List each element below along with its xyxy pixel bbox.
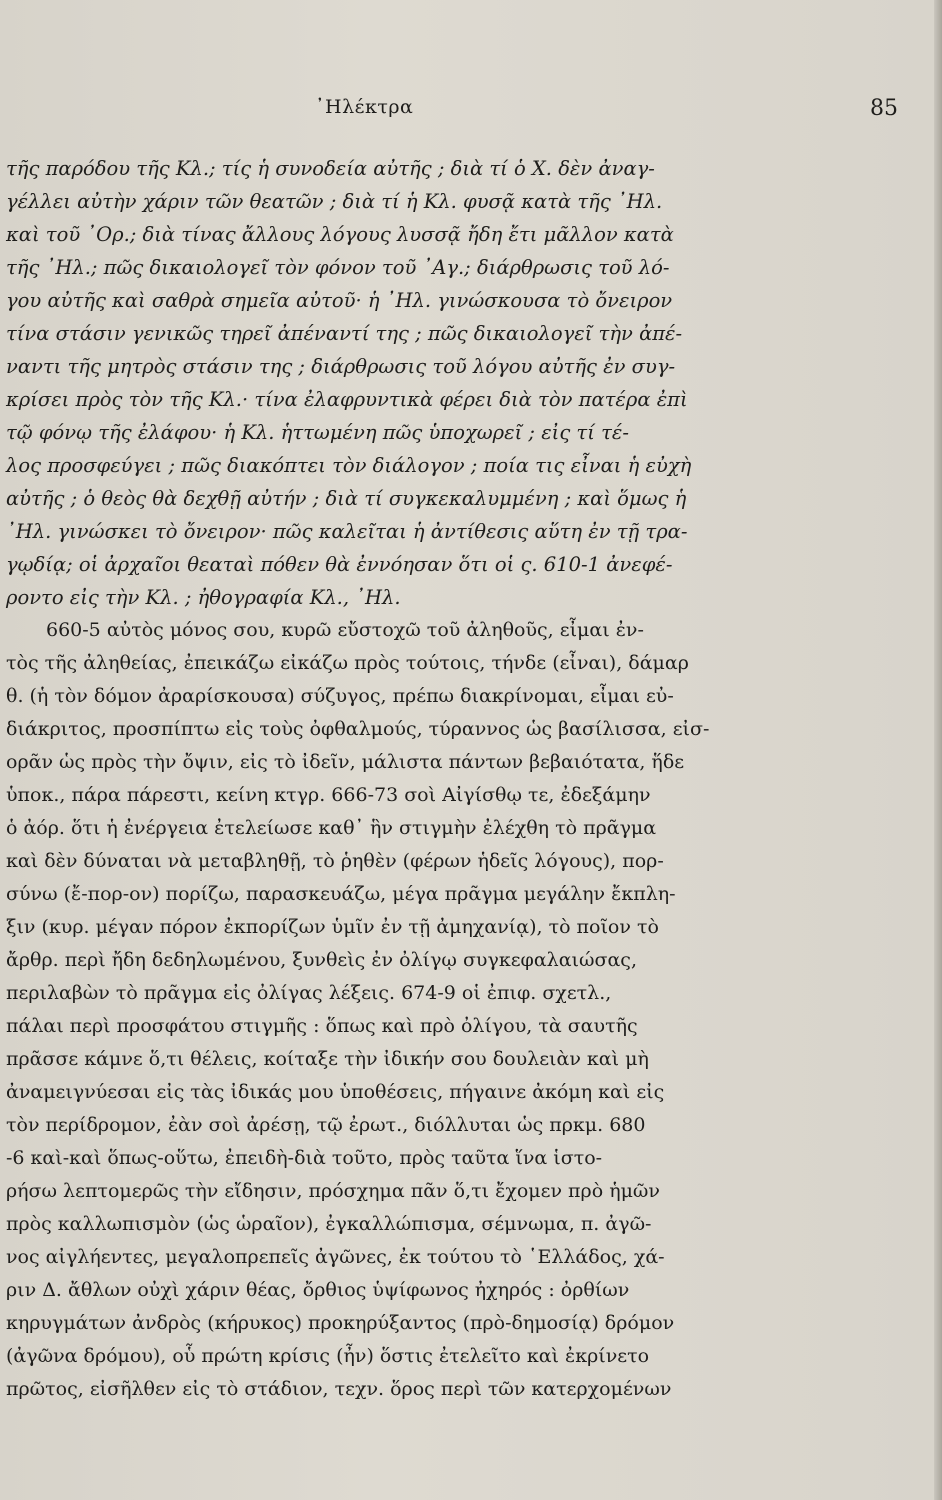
text-line-content: ὁ ἀόρ. ὅτι ἡ ἐνέργεια ἐτελείωσε καθ᾿ ἣν στιγμὴν ἐλέχθη τὸ πρᾶγμα (6, 817, 657, 839)
text-line-content: 660-5 αὐτὸς μόνος σου, κυρῶ εὔστοχῶ τοῦ ἀληθοῦς, εἶμαι ἐν- (46, 619, 644, 641)
text-line (6, 317, 926, 350)
text-line-content: τὸς τῆς ἀληθείας, ἐπεικάζω εἰκάζω πρὸς τούτοις, τήνδε (εἶναι), δάμαρ (6, 652, 689, 674)
text-line (6, 713, 926, 746)
text-line (6, 647, 926, 680)
text-line-content: -6 καὶ-καὶ ὅπως-οὕτω, ἐπειδὴ-διὰ τοῦτο, πρὸς ταῦτα ἵνα ἱστο- (6, 1147, 603, 1169)
text-line-content: περιλαβὼν τὸ πρᾶγμα εἰς ὀλίγας λέξεις. 674-9 οἱ ἐπιφ. σχετλ., (6, 982, 612, 1004)
text-line (6, 449, 926, 482)
text-line-content: ρήσω λεπτομερῶς τὴν εἴδησιν, πρόσχημα πᾶν ὅ,τι ἔχομεν πρὸ ἡμῶν (6, 1180, 660, 1202)
text-line-content: γου αὐτῆς καὶ σαθρὰ σημεῖα αὐτοῦ· ἡ ᾿Ηλ. γινώσκουσα τὸ ὄνειρον (6, 289, 673, 312)
body-text (6, 152, 926, 1406)
text-line (6, 482, 926, 515)
text-line (6, 284, 926, 317)
text-line (6, 1307, 926, 1340)
text-line (6, 185, 926, 218)
text-line-content: καὶ τοῦ ᾿Ορ.; διὰ τίνας ἄλλους λόγους λυσσᾷ ἤδη ἔτι μᾶλλον κατὰ (6, 223, 674, 246)
text-line-content: ξιν (κυρ. μέγαν πόρον ἐκπορίζων ὑμῖν ἐν τῇ ἀμηχανίᾳ), τὸ ποῖον τὸ (6, 916, 659, 938)
text-line-content: τὸν περίδρομον, ἐὰν σοὶ ἀρέσῃ, τῷ ἐρωτ., διόλλυται ὡς πρκμ. 680 (6, 1114, 646, 1136)
text-line-content: (ἀγῶνα δρόμου), οὗ πρώτη κρίσις (ἦν) ὅστις ἐτελεῖτο καὶ ἐκρίνετο (6, 1345, 650, 1367)
text-line (6, 383, 926, 416)
text-line (6, 680, 926, 713)
text-line-content: γέλλει αὐτὴν χάριν τῶν θεατῶν ; διὰ τί ἡ Κλ. φυσᾷ κατὰ τῆς ᾿Ηλ. (6, 190, 663, 213)
text-line-content: ριν Δ. ἄθλων οὐχὶ χάριν θέας, ὄρθιος ὑψίφωνος ἠχηρός : ὀρθίων (6, 1279, 630, 1301)
text-line (6, 1373, 926, 1406)
text-line-content: ᾿Ηλ. γινώσκει τὸ ὄνειρον· πῶς καλεῖται ἡ ἀντίθεσις αὕτη ἐν τῇ τρα- (6, 520, 688, 543)
text-line (6, 1340, 926, 1373)
text-line-content: ὑποκ., πάρα πάρεστι, κείνη κτγρ. 666-73 σοὶ Αἰγίσθῳ τε, ἐδεξάμην (6, 784, 651, 806)
page-gutter-shadow (934, 0, 942, 1500)
text-line (6, 416, 926, 449)
text-line (6, 548, 926, 581)
text-line (6, 515, 926, 548)
text-line (6, 878, 926, 911)
text-line (6, 779, 926, 812)
text-line (6, 746, 926, 779)
text-line-content: τῆς παρόδου τῆς Κλ.; τίς ἡ συνοδεία αὐτῆς ; διὰ τί ὁ Χ. δὲν ἀναγ- (6, 157, 655, 180)
text-line (6, 1208, 926, 1241)
text-line (6, 614, 926, 647)
text-line (6, 1241, 926, 1274)
text-line-content: ροντο εἰς τὴν Κλ. ; ἠθογραφία Κλ., ᾿Ηλ. (6, 586, 401, 609)
text-line (6, 1142, 926, 1175)
text-line-content: γῳδίᾳ; οἱ ἀρχαῖοι θεαταὶ πόθεν θὰ ἐννόησαν ὅτι οἱ ς. 610-1 ἀνεφέ- (6, 553, 673, 576)
text-line (6, 218, 926, 251)
text-line-content: πρᾶσσε κάμνε ὅ,τι θέλεις, κοίταξε τὴν ἰδικήν σου δουλειὰν καὶ μὴ (6, 1048, 649, 1070)
text-line (6, 1043, 926, 1076)
text-line (6, 1274, 926, 1307)
text-line-content: καὶ δὲν δύναται νὰ μεταβληθῇ, τὸ ῥηθὲν (φέρων ἡδεῖς λόγους), πορ- (6, 850, 664, 872)
text-line-content: ορᾶν ὡς πρὸς τὴν ὄψιν, εἰς τὸ ἰδεῖν, μάλιστα πάντων βεβαιότατα, ἥδε (6, 751, 685, 773)
text-line (6, 152, 926, 185)
text-line-content: ἄρθρ. περὶ ἤδη δεδηλωμένου, ξυνθεὶς ἐν ὀλίγῳ συγκεφαλαιώσας, (6, 949, 637, 971)
text-line-content: ναντι τῆς μητρὸς στάσιν της ; διάρθρωσις τοῦ λόγου αὐτῆς ἐν συγ- (6, 355, 676, 378)
text-line-content: σύνω (ἔ-πορ-ον) πορίζω, παρασκευάζω, μέγα πρᾶγμα μεγάλην ἔκπλη- (6, 883, 676, 905)
text-line-content: πρὸς καλλωπισμὸν (ὡς ὡραῖον), ἐγκαλλώπισμα, σέμνωμα, π. ἀγῶ- (6, 1213, 652, 1235)
text-line (6, 581, 926, 614)
text-line-content: λος προσφεύγει ; πῶς διακόπτει τὸν διάλογον ; ποία τις εἶναι ἡ εὐχὴ (6, 454, 692, 477)
text-line-content: πάλαι περὶ προσφάτου στιγμῆς : ὅπως καὶ πρὸ ὀλίγου, τὰ σαυτῆς (6, 1015, 638, 1037)
text-line (6, 977, 926, 1010)
running-title: ᾿Ηλέκτρα (315, 96, 414, 118)
text-line (6, 911, 926, 944)
text-line (6, 1010, 926, 1043)
text-line (6, 1076, 926, 1109)
text-line-content: νος αἰγλήεντες, μεγαλοπρεπεῖς ἀγῶνες, ἐκ τούτου τὸ ῾Ελλάδος, χά- (6, 1246, 665, 1268)
text-line (6, 845, 926, 878)
text-line (6, 251, 926, 284)
text-line (6, 1175, 926, 1208)
page-number: 85 (870, 96, 898, 121)
text-line-content: τῷ φόνῳ τῆς ἐλάφου· ἡ Κλ. ἡττωμένη πῶς ὑποχωρεῖ ; εἰς τί τέ- (6, 421, 629, 444)
text-line-content: τῆς ᾿Ηλ.; πῶς δικαιολογεῖ τὸν φόνον τοῦ ᾿Αγ.; διάρθρωσις τοῦ λό- (6, 256, 670, 279)
text-line-content: θ. (ἡ τὸν δόμον ἀραρίσκουσα) σύζυγος, πρέπω διακρίνομαι, εἶμαι εὐ- (6, 685, 674, 707)
text-line (6, 944, 926, 977)
text-line (6, 1109, 926, 1142)
text-line-content: τίνα στάσιν γενικῶς τηρεῖ ἀπέναντί της ; πῶς δικαιολογεῖ τὴν ἀπέ- (6, 322, 683, 345)
text-line-content: κρίσει πρὸς τὸν τῆς Κλ.· τίνα ἐλαφρυντικὰ φέρει διὰ τὸν πατέρα ἐπὶ (6, 388, 688, 411)
text-line-content: κηρυγμάτων ἀνδρὸς (κήρυκος) προκηρύξαντος (πρὸ-δημοσίᾳ) δρόμον (6, 1312, 675, 1334)
text-line (6, 350, 926, 383)
text-line-content: διάκριτος, προσπίπτω εἰς τοὺς ὀφθαλμούς, τύραννος ὡς βασίλισσα, εἰσ- (6, 718, 710, 740)
text-line-content: ἀναμειγνύεσαι εἰς τὰς ἰδικάς μου ὑποθέσεις, πήγαινε ἀκόμη καὶ εἰς (6, 1081, 665, 1103)
text-line (6, 812, 926, 845)
text-line-content: πρῶτος, εἰσῆλθεν εἰς τὸ στάδιον, τεχν. ὅρος περὶ τῶν κατερχομένων (6, 1378, 672, 1400)
text-line-content: αὐτῆς ; ὁ θεὸς θὰ δεχθῇ αὐτήν ; διὰ τί συγκεκαλυμμένη ; καὶ ὅμως ἡ (6, 487, 687, 510)
